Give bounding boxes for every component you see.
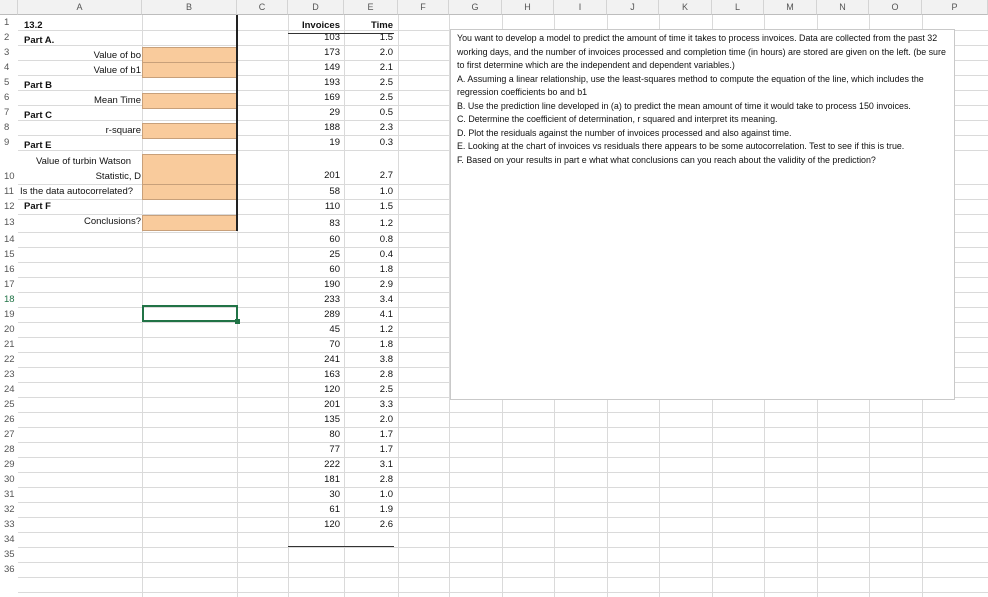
column-header-a[interactable]: A bbox=[18, 0, 142, 15]
cell-time[interactable]: 0.5 bbox=[379, 107, 393, 118]
column-header-n[interactable]: N bbox=[817, 0, 869, 15]
cell-a7-label[interactable]: Part C bbox=[24, 110, 52, 121]
cell-a11-label[interactable]: Is the data autocorrelated? bbox=[20, 186, 134, 197]
cell-invoices[interactable]: 135 bbox=[324, 414, 340, 425]
cell-invoices[interactable]: 61 bbox=[329, 504, 340, 515]
row-header-9[interactable]: 9 bbox=[4, 137, 10, 148]
row-header-14[interactable]: 14 bbox=[4, 234, 15, 245]
column-header-j[interactable]: J bbox=[607, 0, 659, 15]
cell-invoices[interactable]: 110 bbox=[324, 201, 340, 212]
gridline-horizontal bbox=[18, 547, 988, 548]
gridline-horizontal bbox=[18, 562, 988, 563]
cell-a9-label[interactable]: Part E bbox=[24, 140, 52, 151]
cell-a10-label-line1[interactable]: Value of turbin Watson bbox=[36, 156, 132, 167]
input-r-square[interactable] bbox=[142, 123, 237, 139]
cell-time[interactable]: 2.8 bbox=[379, 369, 393, 380]
cell-invoices[interactable]: 103 bbox=[324, 32, 340, 43]
problem-part-b: B. Use the prediction line developed in (a) to predict the mean amount of time it would take to process 150 invoices. bbox=[457, 100, 911, 111]
cell-a4-label[interactable]: Value of b1 bbox=[93, 65, 141, 76]
cell-time[interactable]: 1.7 bbox=[379, 429, 393, 440]
row-header-5[interactable]: 5 bbox=[4, 77, 10, 88]
cell-time[interactable]: 1.5 bbox=[379, 32, 393, 43]
cell-time[interactable]: 2.5 bbox=[379, 77, 393, 88]
cell-invoices[interactable]: 30 bbox=[329, 489, 340, 500]
cell-invoices[interactable]: 233 bbox=[324, 294, 340, 305]
cell-a1-label[interactable]: 13.2 bbox=[24, 20, 43, 31]
cell-time[interactable]: 1.0 bbox=[379, 489, 393, 500]
cell-invoices[interactable]: 241 bbox=[324, 354, 340, 365]
cell-invoices[interactable]: 70 bbox=[329, 339, 340, 350]
cell-invoices[interactable]: 188 bbox=[324, 122, 340, 133]
cell-invoices[interactable]: 120 bbox=[324, 519, 340, 530]
cell-a10-label-line2[interactable]: Statistic, D bbox=[95, 171, 141, 182]
cell-a12-label[interactable]: Part F bbox=[24, 201, 51, 212]
cell-a8-label[interactable]: r-square bbox=[105, 125, 141, 136]
cell-time[interactable]: 2.0 bbox=[379, 47, 393, 58]
cell-time[interactable]: 2.3 bbox=[379, 122, 393, 133]
cell-time[interactable]: 2.8 bbox=[379, 474, 393, 485]
cell-invoices[interactable]: 80 bbox=[329, 429, 340, 440]
input-autocorrelated[interactable] bbox=[142, 184, 237, 200]
input-durbin-watson[interactable] bbox=[142, 154, 237, 185]
cell-time[interactable]: 4.1 bbox=[379, 309, 393, 320]
column-header-i[interactable]: I bbox=[554, 0, 607, 15]
cell-invoices[interactable]: 60 bbox=[329, 264, 340, 275]
cell-time[interactable]: 2.6 bbox=[379, 519, 393, 530]
cell-invoices[interactable]: 29 bbox=[329, 107, 340, 118]
row-header-7[interactable]: 7 bbox=[4, 107, 10, 118]
column-header-h[interactable]: H bbox=[502, 0, 554, 15]
cell-invoices[interactable]: 190 bbox=[324, 279, 340, 290]
cell-time[interactable]: 2.1 bbox=[379, 62, 393, 73]
cell-time[interactable]: 2.5 bbox=[379, 384, 393, 395]
gridline-horizontal bbox=[18, 502, 988, 503]
cell-time[interactable]: 2.0 bbox=[379, 414, 393, 425]
problem-part-e: E. Looking at the chart of invoices vs residuals there appears to be some autocorrelation. Test to see if this is true. bbox=[457, 141, 905, 151]
gridline-horizontal bbox=[18, 487, 988, 488]
cell-time[interactable]: 3.1 bbox=[379, 459, 393, 470]
cell-time[interactable]: 0.4 bbox=[379, 249, 393, 260]
cell-a6-label[interactable]: Mean Time bbox=[94, 95, 141, 106]
cell-time[interactable]: 2.7 bbox=[379, 170, 393, 181]
column-header-o[interactable]: O bbox=[869, 0, 922, 15]
cell-time[interactable]: 1.7 bbox=[379, 444, 393, 455]
cell-time[interactable]: 2.9 bbox=[379, 279, 393, 290]
problem-intro: You want to develop a model to predict the amount of time it takes to process invoices. Data are collected from the past 32 working days, and the number of invoices processed and completion time (in hours) are stored are given on the left. (be sure to first determine which are the independent and dependent variables.) bbox=[457, 33, 946, 70]
row-header-18[interactable]: 18 bbox=[4, 294, 15, 305]
cell-time[interactable]: 1.8 bbox=[379, 264, 393, 275]
column-header-c[interactable]: C bbox=[237, 0, 288, 15]
cell-invoices[interactable]: 77 bbox=[329, 444, 340, 455]
gridline-horizontal bbox=[18, 472, 988, 473]
cell-invoices[interactable]: 193 bbox=[324, 77, 340, 88]
row-header-4[interactable]: 4 bbox=[4, 62, 10, 73]
cell-time[interactable]: 2.5 bbox=[379, 92, 393, 103]
problem-part-f: F. Based on your results in part e what what conclusions can you reach about the validity of the prediction? bbox=[457, 154, 876, 165]
cell-invoices[interactable]: 163 bbox=[324, 369, 340, 380]
gridline-horizontal bbox=[18, 532, 988, 533]
row-header-13[interactable]: 13 bbox=[4, 217, 15, 228]
row-header-19[interactable]: 19 bbox=[4, 309, 15, 320]
input-value-b1[interactable] bbox=[142, 62, 237, 78]
cell-time[interactable]: 3.4 bbox=[379, 294, 393, 305]
problem-part-d: D. Plot the residuals against the number of invoices processed and also against time. bbox=[457, 127, 792, 138]
column-header-b[interactable]: B bbox=[142, 0, 237, 15]
gridline-horizontal bbox=[18, 457, 988, 458]
cell-invoices[interactable]: 19 bbox=[329, 137, 340, 148]
cell-time[interactable]: 1.2 bbox=[379, 324, 393, 335]
row-header-32[interactable]: 32 bbox=[4, 504, 15, 515]
row-header-27[interactable]: 27 bbox=[4, 429, 15, 440]
header-invoices[interactable]: Invoices bbox=[301, 20, 340, 31]
input-conclusions[interactable] bbox=[142, 215, 237, 231]
cell-invoices[interactable]: 120 bbox=[324, 384, 340, 395]
cell-a3-label[interactable]: Value of bo bbox=[93, 50, 141, 61]
gridline-horizontal bbox=[18, 592, 988, 593]
cell-time[interactable]: 3.3 bbox=[379, 399, 393, 410]
cell-time[interactable]: 1.5 bbox=[379, 201, 393, 212]
fill-handle[interactable] bbox=[235, 319, 240, 324]
column-b-border bbox=[236, 15, 238, 231]
row-header-20[interactable]: 20 bbox=[4, 324, 15, 335]
row-header-10[interactable]: 10 bbox=[4, 171, 15, 182]
cell-a13-label[interactable]: Conclusions? bbox=[83, 216, 141, 227]
cell-time[interactable]: 0.3 bbox=[379, 137, 393, 148]
input-value-b0[interactable] bbox=[142, 47, 237, 63]
column-header-l[interactable]: L bbox=[712, 0, 764, 15]
problem-part-a: A. Assuming a linear relationship, use the least-squares method to compute the equation of the line, which includes the regression coefficients bo and b1 bbox=[457, 73, 924, 97]
cell-a5-label[interactable]: Part B bbox=[24, 80, 52, 91]
row-header-25[interactable]: 25 bbox=[4, 399, 15, 410]
cell-invoices[interactable]: 25 bbox=[329, 249, 340, 260]
cell-time[interactable]: 3.8 bbox=[379, 354, 393, 365]
row-header-23[interactable]: 23 bbox=[4, 369, 15, 380]
cell-time[interactable]: 1.2 bbox=[379, 217, 393, 229]
cell-invoices[interactable]: 201 bbox=[324, 170, 340, 181]
row-header-21[interactable]: 21 bbox=[4, 339, 15, 350]
gridline-horizontal bbox=[18, 442, 988, 443]
cell-invoices[interactable]: 169 bbox=[324, 92, 340, 103]
cell-invoices[interactable]: 83 bbox=[329, 217, 340, 229]
row-header-11[interactable]: 11 bbox=[4, 186, 14, 197]
gridline-horizontal bbox=[18, 517, 988, 518]
cell-invoices[interactable]: 222 bbox=[324, 459, 340, 470]
gridline-horizontal bbox=[18, 577, 988, 578]
column-header-p[interactable]: P bbox=[922, 0, 988, 15]
column-header-g[interactable]: G bbox=[449, 0, 502, 15]
row-header-26[interactable]: 26 bbox=[4, 414, 15, 425]
row-header-1[interactable]: 1 bbox=[4, 17, 10, 28]
row-header-12[interactable]: 12 bbox=[4, 201, 15, 212]
select-all-corner[interactable] bbox=[0, 0, 18, 15]
header-time[interactable]: Time bbox=[370, 20, 393, 31]
row-header-8[interactable]: 8 bbox=[4, 122, 10, 133]
row-header-35[interactable]: 35 bbox=[4, 549, 15, 560]
input-mean-time[interactable] bbox=[142, 93, 237, 109]
problem-text-box[interactable] bbox=[450, 29, 955, 400]
cell-time[interactable]: 1.8 bbox=[379, 339, 393, 350]
row-header-3[interactable]: 3 bbox=[4, 47, 10, 58]
cell-invoices[interactable]: 58 bbox=[329, 186, 340, 197]
row-header-2[interactable]: 2 bbox=[4, 32, 10, 43]
table-bottom-border bbox=[288, 546, 394, 547]
row-header-33[interactable]: 33 bbox=[4, 519, 15, 530]
gridline-horizontal bbox=[18, 427, 988, 428]
column-header-d[interactable]: D bbox=[288, 0, 344, 15]
cell-invoices[interactable]: 45 bbox=[329, 324, 340, 335]
column-header-m[interactable]: M bbox=[764, 0, 817, 15]
row-header-16[interactable]: 16 bbox=[4, 264, 15, 275]
row-header-28[interactable]: 28 bbox=[4, 444, 15, 455]
column-header-e[interactable]: E bbox=[344, 0, 398, 15]
cell-time[interactable]: 1.0 bbox=[379, 186, 393, 197]
row-header-30[interactable]: 30 bbox=[4, 474, 15, 485]
row-header-29[interactable]: 29 bbox=[4, 459, 15, 470]
row-header-6[interactable]: 6 bbox=[4, 92, 10, 103]
gridline-vertical bbox=[398, 15, 399, 597]
cell-time[interactable]: 1.9 bbox=[379, 504, 393, 515]
column-header-f[interactable]: F bbox=[398, 0, 449, 15]
row-header-34[interactable]: 34 bbox=[4, 534, 15, 545]
selected-cell-b18[interactable] bbox=[142, 305, 238, 322]
cell-invoices[interactable]: 149 bbox=[324, 62, 340, 73]
cell-invoices[interactable]: 181 bbox=[324, 474, 340, 485]
column-header-k[interactable]: K bbox=[659, 0, 712, 15]
row-header-15[interactable]: 15 bbox=[4, 249, 15, 260]
cell-time[interactable]: 0.8 bbox=[379, 234, 393, 245]
gridline-horizontal bbox=[18, 412, 988, 413]
row-header-17[interactable]: 17 bbox=[4, 279, 15, 290]
cell-invoices[interactable]: 201 bbox=[324, 399, 340, 410]
row-header-22[interactable]: 22 bbox=[4, 354, 15, 365]
cell-a2-label[interactable]: Part A. bbox=[24, 35, 55, 46]
row-header-24[interactable]: 24 bbox=[4, 384, 15, 395]
problem-part-c: C. Determine the coefficient of determination, r squared and interpret its meaning. bbox=[457, 114, 778, 124]
cell-invoices[interactable]: 289 bbox=[324, 309, 340, 320]
row-header-36[interactable]: 36 bbox=[4, 564, 15, 575]
row-header-31[interactable]: 31 bbox=[4, 489, 15, 500]
cell-invoices[interactable]: 173 bbox=[324, 47, 340, 58]
cell-invoices[interactable]: 60 bbox=[329, 234, 340, 245]
